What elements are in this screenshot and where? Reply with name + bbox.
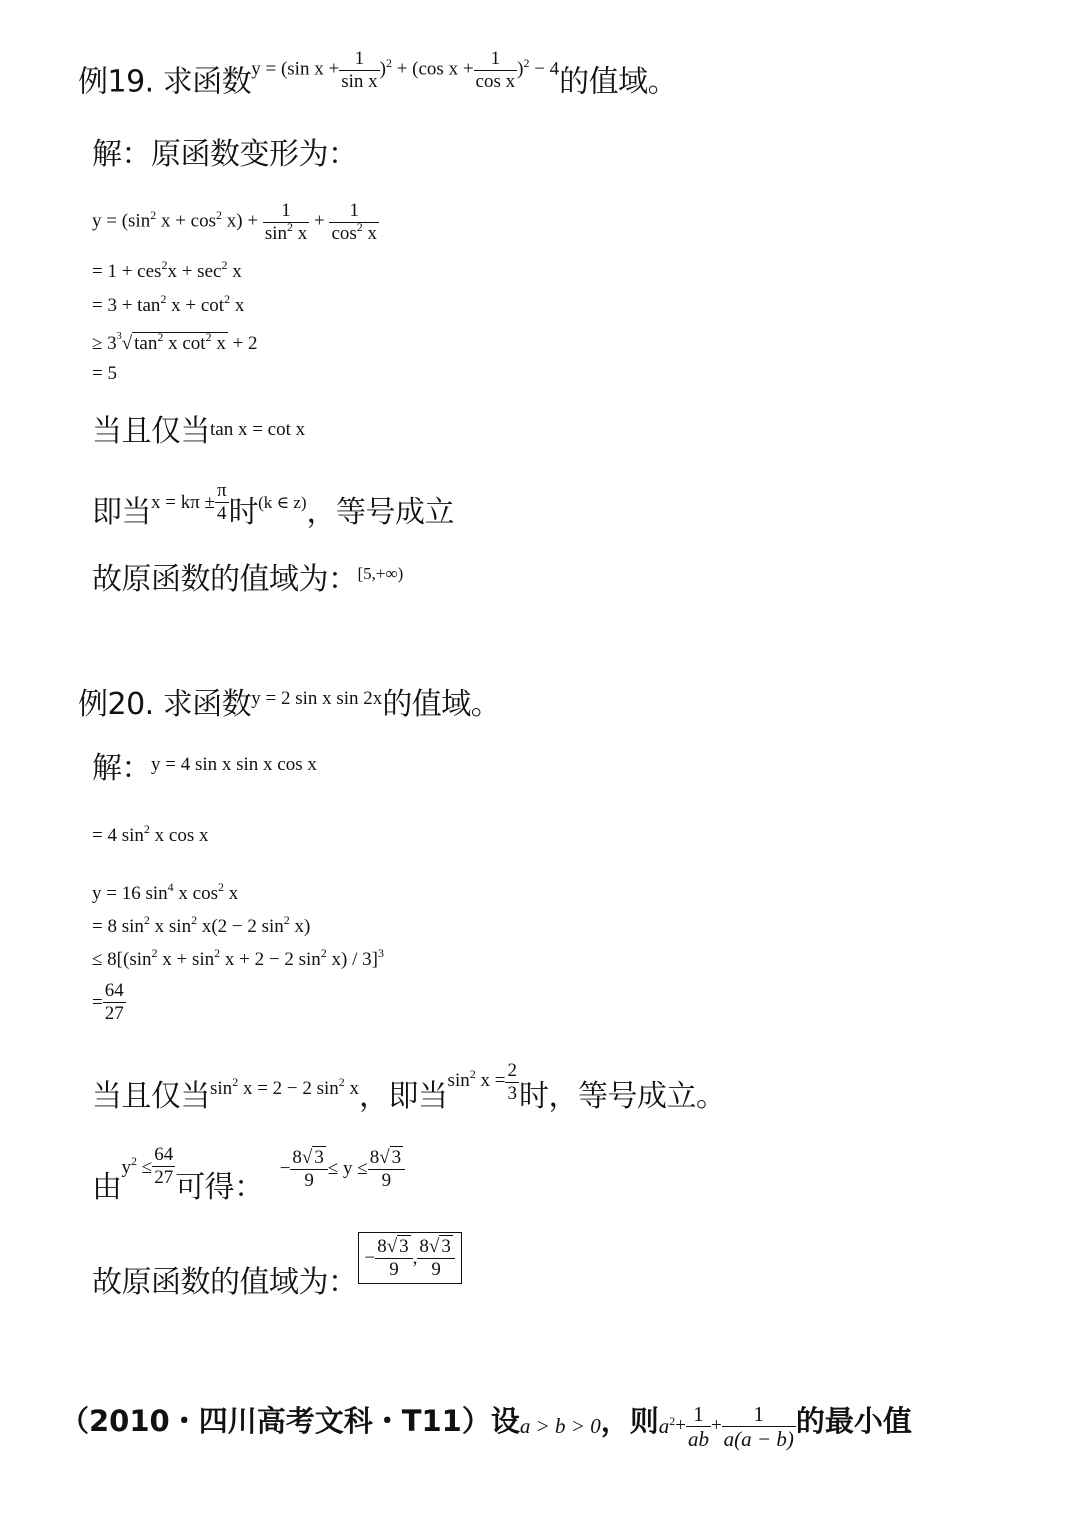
example-20-solution-row: 解：y = 4 sin x sin x cos x xyxy=(92,751,317,786)
example-20-step-4: = 8 $\sin^2 x$ $\sin^2 x(2 - 2$ $\sin^2 x$) xyxy=(92,913,311,937)
example-19-step-1: $y = (\sin^2$ $x + \cos^2 x$) + $\frac{1}{\sin^2 x}$ + $\frac{1}{\cos^2 x}$ xyxy=(92,200,378,244)
example-19-step-2: = $1 + ces^2x + \sec^2 x$ xyxy=(92,258,242,282)
example-19-range: 故原函数的值域为：[5,+∞) xyxy=(92,562,404,597)
example-20-derivation: 由$y^2$ ≤ $\frac{64}{27}$ 可得：− $\frac{8√ 3}{9}$ ≤ y ≤ $\frac{8√ 3}{9}$ xyxy=(92,1146,405,1192)
example-20-step-5: ≤ $8[(\sin^2$ $x + \sin^2 x + 2 - 2$ $\sin^2 x) / 3]^3$ xyxy=(92,946,384,970)
example-19-title: 例19. 求函数 xyxy=(78,64,252,100)
example-19-title-suffix: 的值域。 xyxy=(559,64,678,100)
example-19-function: y = (sin x + $\frac{1}{\text{sin x}}$ )$^2$ + (cos x + $\frac{1}{\text{cos x}}$ )$^2$ − 4 xyxy=(251,48,560,92)
example-20-range-interval: − $\frac{8√ 3}{9}$ , $\frac{8√ 3}{9}$ xyxy=(358,1232,462,1284)
example-20-step-6: = $\frac{64}{27}$ xyxy=(92,980,124,1024)
example-19-step-4: ≥ $3^3√$ $\tan^2 x$ $\cot^2 x + 2$ xyxy=(92,330,258,354)
example-19-solution-intro: 解：原函数变形为： xyxy=(92,137,358,172)
example-20-step-2: = 4 $\sin^2 x$ cos x xyxy=(92,822,209,846)
example-20-inequality: − $\frac{8√ 3}{9}$ ≤ y ≤ $\frac{8√ 3}{9}$ xyxy=(280,1157,405,1178)
example-19-title-row xyxy=(78,48,678,105)
example-20-title-row: 例20. 求函数y = 2 sin x sin 2x的值域。 xyxy=(78,687,501,722)
example-19-step-3: = $3 + \tan^2 x + \cot^2 x$ xyxy=(92,292,245,316)
example-20-step-3: y = 16 $\sin^4 x$ $\cos^2 x$ xyxy=(92,880,239,904)
example-19-step-5: = 5 xyxy=(92,363,117,384)
example-19-when: 即当x = kπ ± $\frac{\pi}{4}$ 时(k ∈ z)，等号成立 xyxy=(92,480,455,530)
example-19-condition: 当且仅当tan x = cot x xyxy=(92,414,306,449)
example-20-condition: 当且仅当$\sin^2 x = 2 - 2$ $\sin^2 x$，即当$\sin^2 x$ = $\frac{2}{3}$ 时，等号成立。 xyxy=(92,1060,726,1114)
problem-2010-sichuan: （2010・四川高考文科・T11）设a > b > 0，则$a^2+$ $\frac{1}{ab}$ + $\frac{1}{a(a - b)}$ 的最小值 xyxy=(60,1402,912,1452)
example-20-range: 故原函数的值域为：− $\frac{8√ 3}{9}$ , $\frac{8√ 3}{9}$ xyxy=(92,1232,462,1284)
